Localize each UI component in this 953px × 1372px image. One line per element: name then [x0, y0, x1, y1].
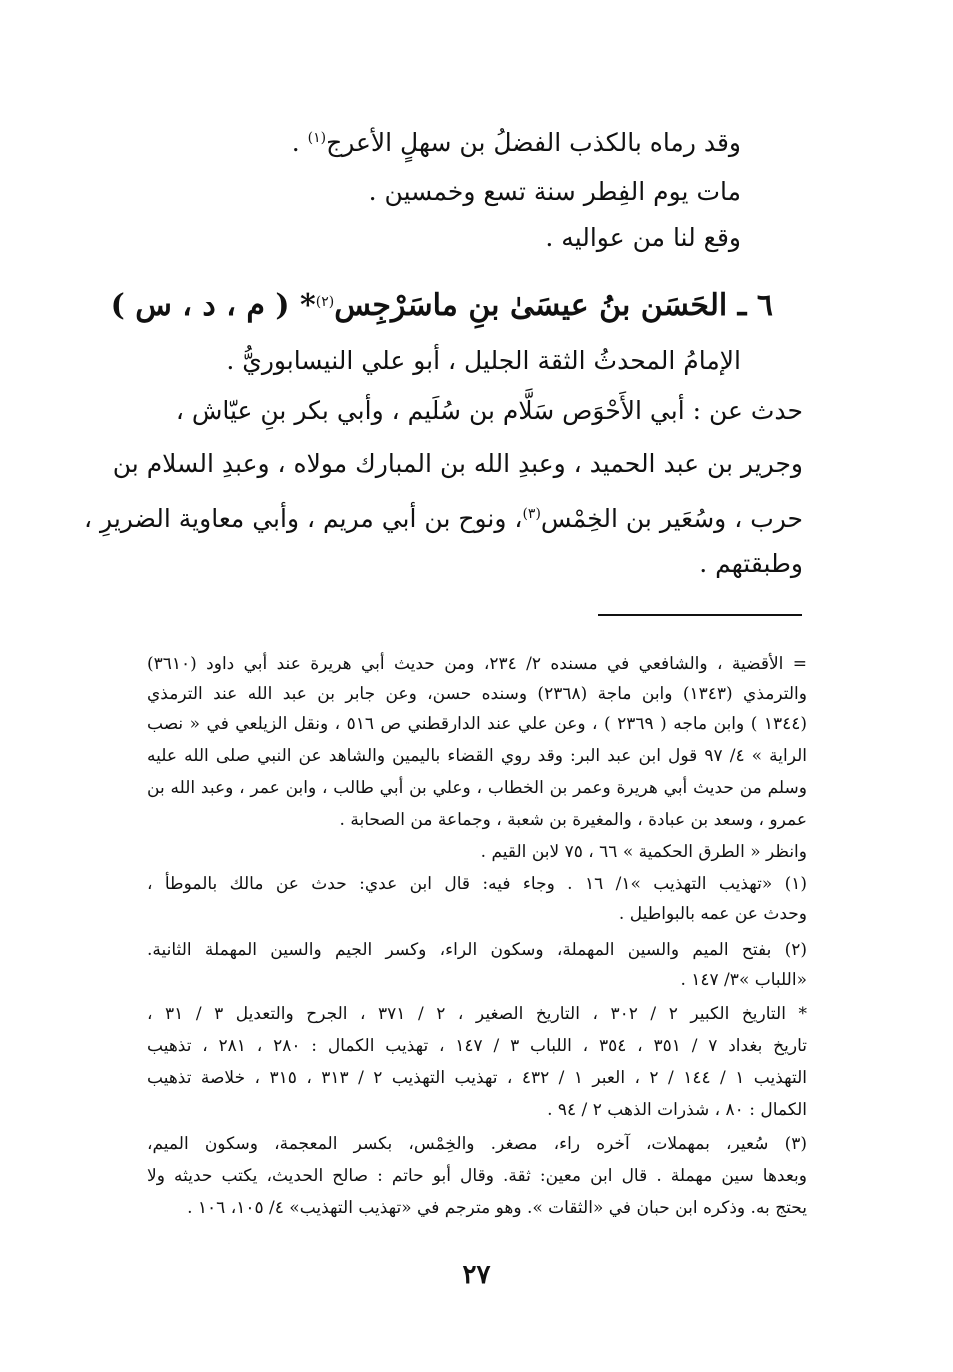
body-line-3: وقع لنا من عواليه . [545, 223, 741, 252]
footnote-ref-3: (٣) [522, 506, 541, 522]
sources-line-1: * التاريخ الكبير ٢ / ٣٠٢ ، التاريخ الصغير ، ٢ / ٣٧١ ، الجرح والتعديل ٣ / ٣١ ، [147, 1004, 807, 1024]
footnote-1-line-2: وحدث عن عمه بالبواطيل . [618, 904, 807, 924]
footnote-1-line-1: (١) «تهذيب التهذيب »١/ ١٦ . وجاء فيه: قال ابن عدي: حدث عن مالك بالموطأ ، [147, 874, 808, 894]
footnote-cont-line-2: والترمذي (١٣٤٣) وابن ماجة (٢٣٦٨) وسنده حسن، وعن جابر بن عبد الله عند الترمذي [147, 684, 807, 704]
sources-line-4: الكمال : ٨٠ ، شذرات الذهب ٢ / ٩٤ . [547, 1100, 807, 1120]
footnote-ref-1: (١) [307, 130, 327, 146]
entry-para-line-4: وطبقتهم . [699, 549, 803, 578]
footnote-2-line-1: (٢) بفتح الميم والسين المهملة، وسكون الراء، وكسر الجيم والسين المهملة الثانية. [147, 940, 807, 960]
body-line-2: مات يوم الفِطر سنة تسع وخمسين . [368, 177, 741, 206]
body-line-1-text: وقد رماه بالكذب الفضلُ بن سهلٍ الأعرج [326, 128, 741, 157]
footnote-cont-line-7: وانظر « الطرق الحكمية » ٦٦ ، ٧٥ لابن القيم . [480, 842, 807, 862]
page-number: ٢٧ [462, 1260, 491, 1290]
footnote-ref-2: (٢) [315, 294, 335, 310]
footnote-cont-line-6: عمرو ، وسعد بن عبادة ، والمغيرة بن شعبة ، وجماعة من الصحابة . [339, 810, 807, 830]
entry-heading-name: ٦ ـ الحَسَن بنُ عيسَىٰ بنِ ماسَرْجِس [334, 288, 773, 323]
sources-line-3: التهذيب ١ / ١٤٤ / ٢ ، العبر ١ / ٤٣٢ ، تهذيب التهذيب ٢ / ٣١٣ ، ٣١٥ ، خلاصة تذهيب [147, 1068, 808, 1088]
body-line-1-end: . [291, 128, 308, 157]
footnote-cont-line-1: = الأقضية ، والشافعي في مسنده ٢/ ٢٣٤، ومن حديث أبي هريرة عند أبي داود (٣٦١٠) [147, 654, 808, 674]
footnote-cont-line-5: وسلم من حديث أبي هريرة وعمر بن الخطاب ، وعلي بن أبي طالب ، وابن عمر ، وعبد الله بن [147, 778, 807, 798]
footnote-3-line-3: يحتج به. وذكره ابن حبان في «الثقات ». وهو مترجم في «تهذيب التهذيب» ٤/ ١٠٥، ١٠٦ . [187, 1198, 807, 1218]
entry-para-line-2: وجرير بن عبد الحميد ، وعبدِ الله بن المبارك مولاه ، وعبدِ السلام بن [112, 449, 803, 478]
entry-epithet: الإمامُ المحدثُ الثقة الجليل ، أبو علي النيسابوريُّ . [226, 346, 741, 375]
footnote-3-line-2: وبعدها سين مهملة . قال ابن معين: ثقة. وقال أبو حاتم : صالح الحديث، يكتب حديثه ولا [147, 1166, 807, 1186]
footnote-cont-line-3: (١٣٤٤ ) وابن ماجه ( ٢٣٦٩ ) ، وعن علي عند الدارقطني ص ٥١٦ ، ونقل الزيلعي في « نصب [147, 714, 807, 734]
source-star-mark: * [300, 288, 316, 323]
entry-para-line-3b: ، ونوح بن أبي مريم ، وأبي معاوية الضريرِ ، [84, 504, 523, 533]
entry-para-line-1: حدث عن : أبي الأَحْوَص سَلَّام بن سُلَيم ، وأبي بكر بنِ عيّاش ، [175, 396, 803, 425]
footnote-3-line-1: (٣) سُعير، بمهملات، آخره راء، مصغر. والخِمْس، بكسر المعجمة، وسكون الميم، [147, 1134, 807, 1154]
entry-para-line-3a: حرب ، وسُعَير بن الخِمْس [540, 504, 803, 533]
entry-heading [110, 280, 773, 328]
footnote-separator [598, 614, 802, 616]
entry-para-line-3 [84, 496, 803, 537]
footnote-cont-line-4: الراية » ٤/ ٩٧ قول ابن عبد البر: وقد روي القضاء باليمين والشاهد عن النبي صلى الله عليه [147, 746, 807, 766]
body-line-1 [292, 120, 741, 161]
sources-line-2: تاريخ بغداد ٧ / ٣٥١ ، ٣٥٤ ، اللباب ٣ / ١٤٧ ، تهذيب الكمال : ٢٨٠ ، ٢٨١ ، تذهيب [147, 1036, 807, 1056]
entry-heading-codes: ( م ، د ، س ) [110, 288, 301, 323]
footnote-2-line-2: «اللباب »٣/ ١٤٧ . [680, 970, 807, 990]
